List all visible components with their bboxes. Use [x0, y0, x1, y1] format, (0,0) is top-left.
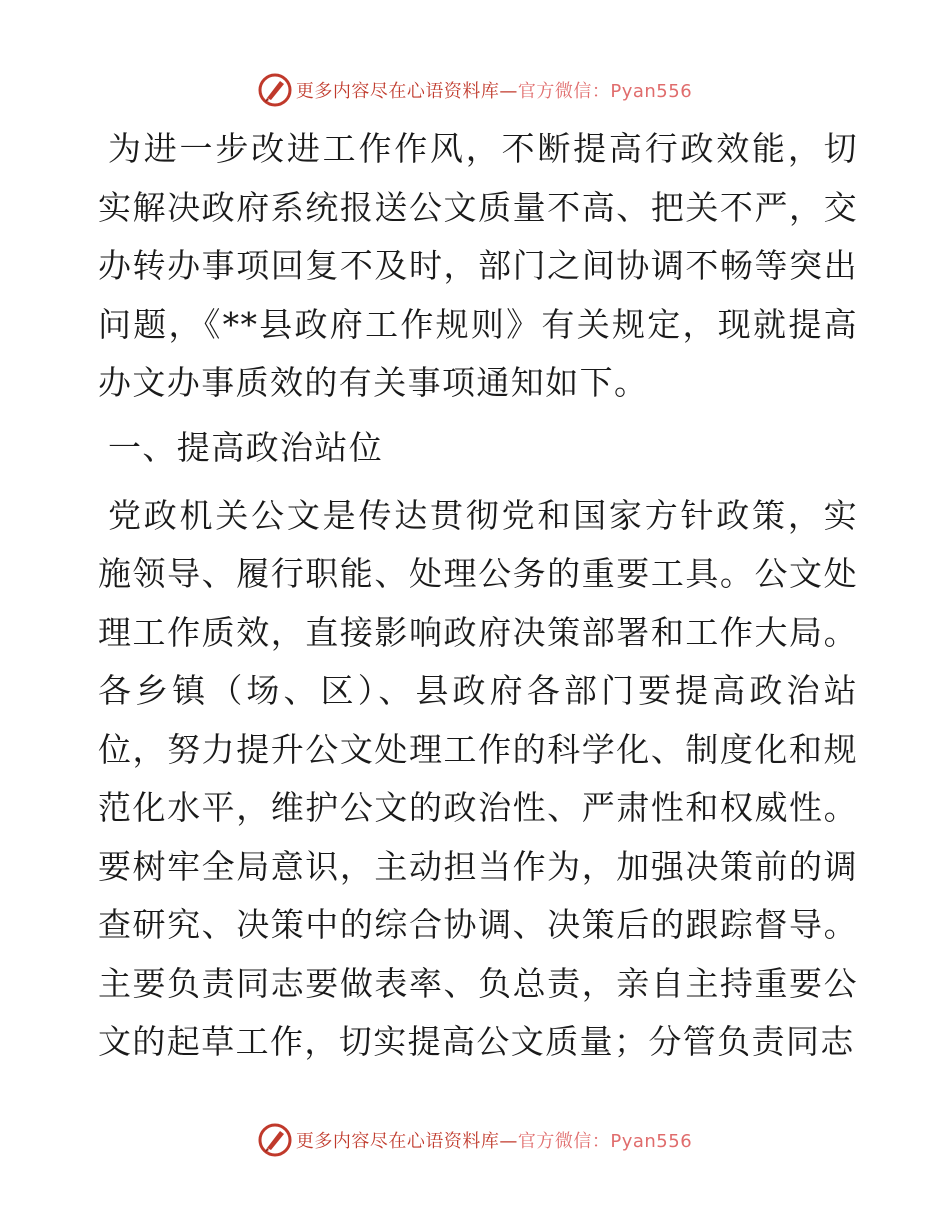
- document-body: [98, 120, 858, 1072]
- quill-seal-icon: [258, 73, 292, 107]
- paragraph-intro: 为进一步改进工作作风，不断提高行政效能，切实解决政府系统报送公文质量不高、把关不严，交办转办事项回复不及时，部门之间协调不畅等突出问题，《**县政府工作规则》有关规定，现就提高办文办事质效的有关事项通知如下。: [98, 129, 858, 402]
- quill-seal-icon: [258, 1123, 292, 1157]
- watermark-text: 更多内容尽在心语资料库—官方微信：Pyan556: [295, 1131, 693, 1152]
- section-heading-1: 一、提高政治站位: [108, 427, 384, 467]
- watermark-text: 更多内容尽在心语资料库—官方微信：Pyan556: [295, 81, 693, 102]
- header-watermark-banner: [0, 70, 950, 110]
- footer-watermark-banner: [0, 1120, 950, 1160]
- paragraph-section-1: 党政机关公文是传达贯彻党和国家方针政策，实施领导、履行职能、处理公务的重要工具。公文处理工作质效，直接影响政府决策部署和工作大局。各乡镇（场、区）、县政府各部门要提高政治站位，努力提升公文处理工作的科学化、制度化和规范化水平，维护公文的政治性、严肃性和权威性。要树牢全局意识，主动担当作为，加强决策前的调查研究、决策中的综合协调、决策后的跟踪督导。主要负责同志要做表率、负总责，亲自主持重要公文的起草工作，切实提高公文质量；分管负责同志: [98, 495, 858, 1061]
